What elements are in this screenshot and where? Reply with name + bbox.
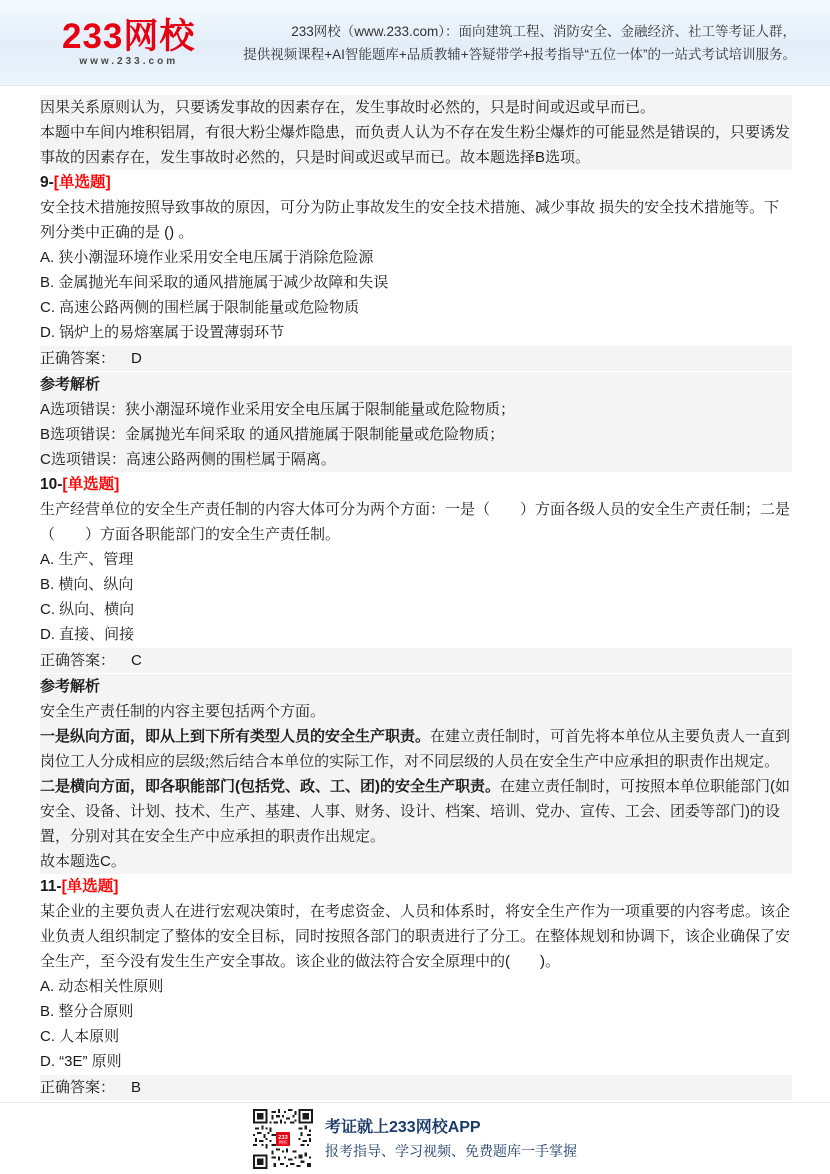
- question-type-badge: [单选题]: [53, 174, 111, 191]
- question-10-option-a: A. 生产、管理: [40, 551, 134, 568]
- analysis-text: 故本题选C。: [40, 853, 126, 870]
- analysis-paragraph: [40, 447, 792, 472]
- analysis-title: 参考解析: [40, 376, 101, 393]
- analysis-paragraph: 本题中车间内堆积铝屑，有很大粉尘爆炸隐患，而负责人认为不存在发生粉尘爆炸的可能显然是错误的，只要诱发事故的因素存在，发生事故时必然的，只是时间或迟或早而已。故本题选择B选项。: [40, 124, 791, 166]
- analysis-bold-lead: 二是横向方面，即各职能部门(包括党、政、工、团)的安全生产职责。: [40, 778, 500, 795]
- question-number: 10-: [40, 476, 63, 493]
- question-11-option-b: B. 整分合原则: [40, 1003, 134, 1020]
- question-9-option-a: A. 狭小潮湿环境作业采用安全电压属于消除危险源: [40, 249, 374, 266]
- analysis-paragraph: [40, 699, 792, 724]
- question-10-stem: 生产经营单位的安全生产责任制的内容大体可分为两个方面：一是（ ）方面各级人员的安全生产责任制；二是（ ）方面各职能部门的安全生产责任制。: [40, 501, 791, 543]
- answer-label: 正确答案：: [40, 652, 116, 669]
- question-10-answer-row: [40, 648, 792, 673]
- question-10-analysis-block: [40, 674, 792, 874]
- question-11-option-c: C. 人本原则: [40, 1028, 120, 1045]
- question-11-answer-row: [40, 1075, 792, 1100]
- analysis-paragraph: [40, 849, 792, 874]
- footer-title: 考证就上233网校APP: [325, 1118, 481, 1136]
- site-footer: [0, 1102, 830, 1174]
- question-10-option-c: C. 纵向、横向: [40, 601, 135, 618]
- logo-url: www.233.com: [79, 55, 179, 67]
- question-10-option-b: B. 横向、纵向: [40, 576, 134, 593]
- footer-promo: [325, 1116, 577, 1162]
- answer-value: B: [131, 1079, 142, 1096]
- question-content: [0, 86, 830, 1102]
- question-type-badge: [单选题]: [62, 476, 120, 493]
- question-type-badge: [单选题]: [61, 878, 119, 895]
- brand-logo: [62, 16, 196, 67]
- analysis-paragraph: [40, 774, 792, 849]
- answer-value: D: [131, 350, 142, 367]
- analysis-text: A选项错误：狭小潮湿环境作业采用安全电压属于限制能量或危险物质；: [40, 401, 516, 418]
- question-number: 9-: [40, 174, 54, 191]
- question-11-option-a: A. 动态相关性原则: [40, 978, 164, 995]
- question-9-stem: 安全技术措施按照导致事故的原因，可分为防止事故发生的安全技术措施、减少事故 损失的安全技术措施等。下列分类中正确的是 () 。: [40, 199, 780, 241]
- question-10-heading: [40, 472, 792, 497]
- qr-code-icon: [253, 1109, 313, 1169]
- question-9-analysis-block: [40, 372, 792, 472]
- answer-value: C: [131, 652, 142, 669]
- question-number: 11-: [40, 878, 62, 895]
- site-header: [0, 0, 830, 86]
- analysis-text: 在建立责任制时，可按照本单位职能部门(如安全、设备、计划、技术、生产、基建、人事、财务、设计、档案、培训、党办、宣传、工会、团委等部门)的设置，分别对其在安全生产中应承担的职责作出规定。: [40, 778, 790, 845]
- question-9-option-c: C. 高速公路两侧的围栏属于限制能量或危险物质: [40, 299, 360, 316]
- question-11-heading: [40, 874, 792, 899]
- answer-label: 正确答案：: [40, 1079, 116, 1096]
- question-9-answer-row: [40, 346, 792, 371]
- question-9-heading: [40, 170, 792, 195]
- tagline-line-2: 提供视频课程+AI智能题库+品质教辅+答疑带学+报考指导“五位一体”的一站式考试培训服务。: [243, 46, 796, 62]
- question-10-option-d: D. 直接、间接: [40, 626, 135, 643]
- question-9-option-d: D. 锅炉上的易熔塞属于设置薄弱环节: [40, 324, 285, 341]
- analysis-paragraph: 因果关系原则认为，只要诱发事故的因素存在，发生事故时必然的，只是时间或迟或早而已。: [40, 99, 656, 116]
- analysis-bold-lead: 一是纵向方面，即从上到下所有类型人员的安全生产职责。: [40, 728, 431, 745]
- logo-text: 233网校: [62, 16, 196, 56]
- analysis-text: 在建立责任制时，可首先将本单位从主要负责人一直到岗位工人分成相应的层级;然后结合本单位的实际工作，对不同层级的人员在安全生产中应承担的职责作出规定。: [40, 728, 791, 770]
- analysis-text: C选项错误：高速公路两侧的围栏属于隔离。: [40, 451, 336, 468]
- question-11-stem: 某企业的主要负责人在进行宏观决策时，在考虑资金、人员和体系时，将安全生产作为一项重要的内容考虑。该企业负责人组织制定了整体的安全目标，同时按照各部门的职责进行了分工。在整体规划和协调下，该企业确保了安全生产，至今没有发生生产安全事故。该企业的做法符合安全原理中的( )。: [40, 903, 791, 970]
- tagline-line-1: 233网校（www.233.com）：面向建筑工程、消防安全、金融经济、社工等考证人群，: [291, 23, 796, 39]
- footer-subtitle: 报考指导、学习视频、免费题库一手掌握: [325, 1142, 577, 1159]
- analysis-title: 参考解析: [40, 678, 101, 695]
- analysis-paragraph: [40, 724, 792, 774]
- qr-center-logo-subtext: 网校: [278, 1139, 288, 1145]
- question-9-option-b: B. 金属抛光车间采取的通风措施属于减少故障和失误: [40, 274, 389, 291]
- question-11-option-d: D. “3E” 原则: [40, 1053, 122, 1070]
- answer-label: 正确答案：: [40, 350, 116, 367]
- carryover-analysis-block: [40, 95, 792, 170]
- analysis-paragraph: [40, 422, 792, 447]
- analysis-paragraph: [40, 397, 792, 422]
- qr-center-logo-text: 233: [278, 1134, 288, 1141]
- header-tagline: [243, 20, 796, 66]
- analysis-text: 安全生产责任制的内容主要包括两个方面。: [40, 703, 326, 720]
- analysis-text: B选项错误：金属抛光车间采取 的通风措施属于限制能量或危险物质；: [40, 426, 505, 443]
